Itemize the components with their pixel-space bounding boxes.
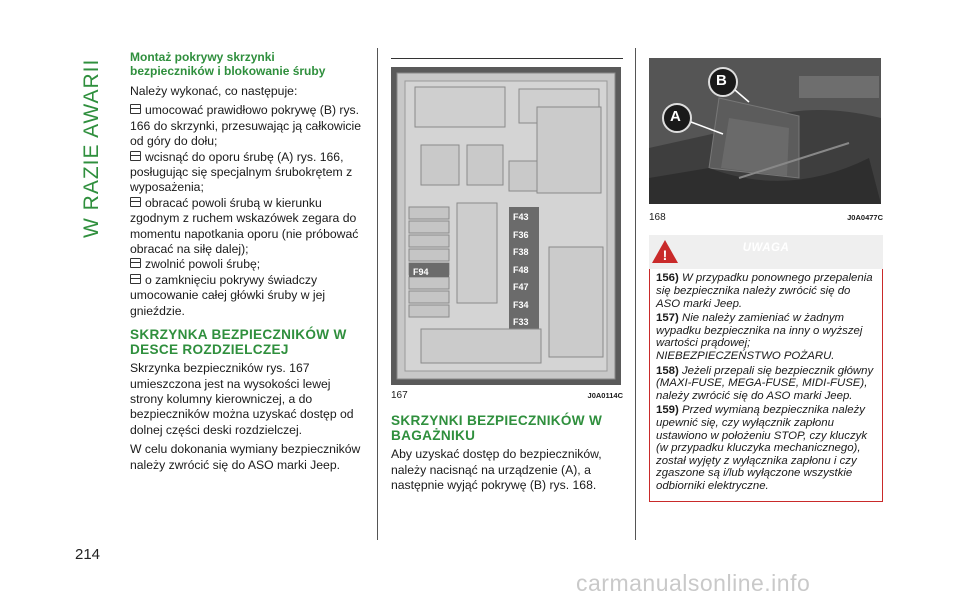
step-item: [130, 103, 362, 149]
warning-note-number: 159): [656, 404, 679, 417]
intro-text: Należy wykonać, co następuje:: [130, 84, 298, 98]
warning-note-text: Nie należy zamieniać w żadnym wypadku bezpiecznika na inny o wyższej wartości prądowej; NIEBEZPIECZEŃSTWO POŻARU.: [656, 312, 863, 362]
column-left: [130, 50, 362, 477]
figure-caption-168: [649, 210, 883, 225]
steps-list: [130, 103, 362, 319]
warning-header: [649, 235, 883, 269]
subsection-heading: Montaż pokrywy skrzynki bezpieczników i blokowanie śruby: [130, 50, 326, 78]
fuse-label: F38: [513, 247, 529, 257]
warning-note: [656, 312, 876, 362]
step-text: umocować prawidłowo pokrywę (B) rys. 166 do skrzynki, przesuwając ją całkowicie od góry do dołu;: [130, 103, 361, 149]
fusebox-illustration: [391, 67, 621, 385]
warning-note-text: Jeżeli przepali się bezpiecznik główny (MAXI-FUSE, MEGA-FUSE, MIDI-FUSE), należy zwrócić się do ASO marki Jeep.: [656, 364, 874, 402]
figure-caption: [391, 388, 623, 403]
warning-symbol: !: [662, 247, 668, 264]
trunk-photo-drawing: [649, 58, 881, 204]
step-item: [130, 196, 362, 258]
figure-number-168: 168: [649, 212, 666, 223]
figure-code-168: J0A0477C: [847, 213, 883, 222]
warning-note: [656, 404, 876, 492]
paragraph-trunk-access: Aby uzyskać dostęp do bezpieczników, należy nacisnąć na urządzenie (A), a następnie wyjąć pokrywę (B) rys. 168.: [391, 447, 602, 493]
warning-note-number: 157): [656, 312, 679, 325]
fuse-label: F34: [513, 299, 529, 310]
step-text: o zamknięciu pokrywy świadczy umocowanie całej główki śruby w jej gnieździe.: [130, 272, 326, 318]
section-title-trunk-fusebox: SKRZYNKI BEZPIECZNIKÓW W BAGAŻNIKU: [391, 413, 603, 444]
column-middle: [391, 58, 623, 498]
chapter-side-title: [80, 48, 104, 238]
callout-a: A: [670, 108, 681, 125]
warning-note-number: 156): [656, 272, 679, 285]
figure-number: 167: [391, 390, 408, 401]
figure-167: [391, 58, 623, 403]
step-item: [130, 273, 362, 319]
watermark: carmanualsonline.info: [576, 570, 811, 596]
paragraph-service: W celu dokonania wymiany bezpieczników należy zwrócić się do ASO marki Jeep.: [130, 442, 361, 472]
fuse-label-stack: [513, 209, 537, 332]
figure-code: J0A0114C: [587, 391, 623, 400]
step-bullet-icon: [130, 151, 141, 161]
fuse-label: F33: [513, 317, 529, 327]
warning-note-text: Przed wymianą bezpiecznika należy upewnić się, czy wyłącznik zapłonu ustawiono w położeniu STOP, czy kluczyk (w przypadku kluczyka mechanicznego), został wyjęty z wyłącznika zapłonu i czy zgaszone są i/lub wyłączone wszystkie odbiorniki elektryczne.: [656, 404, 868, 492]
warning-note: [656, 365, 876, 403]
fuse-label: F47: [513, 282, 529, 292]
fuse-label: F48: [513, 264, 529, 275]
step-bullet-icon: [130, 104, 141, 114]
fusebox-drawing: [391, 67, 621, 385]
fuse-label-f94: F94: [413, 267, 429, 277]
step-text: zwolnić powoli śrubę;: [145, 257, 261, 272]
step-bullet-icon: [130, 258, 141, 268]
warning-note-number: 158): [656, 364, 679, 377]
warning-note-text: W przypadku ponownego przepalenia się bezpiecznika należy zwrócić się do ASO marki Jeep.: [656, 272, 873, 310]
step-text: obracać powoli śrubą w kierunku zgodnym z ruchem wskazówek zegara do momentu napotkania oporu (nie próbować obracać na siłę dalej);: [130, 195, 359, 257]
column-divider-1: [377, 48, 378, 540]
step-item: [130, 150, 362, 196]
callout-b: B: [716, 72, 727, 89]
section-title-dashboard-fusebox: SKRZYNKA BEZPIECZNIKÓW W DESCE ROZDZIELCZEJ: [130, 327, 347, 358]
step-text: wcisnąć do oporu śrubę (A) rys. 166, posługując się specjalnym śrubokrętem z wyposażenia;: [130, 149, 353, 195]
page-number: 214: [75, 546, 101, 563]
fuse-label: F36: [513, 229, 529, 240]
step-item: [130, 257, 362, 272]
fuse-label: F43: [513, 212, 529, 222]
warning-body: [649, 269, 883, 501]
trunk-photo: [649, 58, 881, 204]
warning-title: UWAGA: [742, 242, 790, 255]
step-bullet-icon: [130, 274, 141, 284]
warning-note: [656, 272, 876, 310]
chapter-side-title-text: W RAZIE AWARII: [80, 58, 103, 238]
column-divider-2: [635, 48, 636, 540]
paragraph-location: Skrzynka bezpieczników rys. 167 umieszczona jest na wysokości lewej strony kolumny kierowniczej, a do bezpieczników można uzyskać dostęp od dolnej części deski rozdzielczej.: [130, 361, 354, 437]
column-right: [649, 52, 883, 502]
step-bullet-icon: [130, 197, 141, 207]
